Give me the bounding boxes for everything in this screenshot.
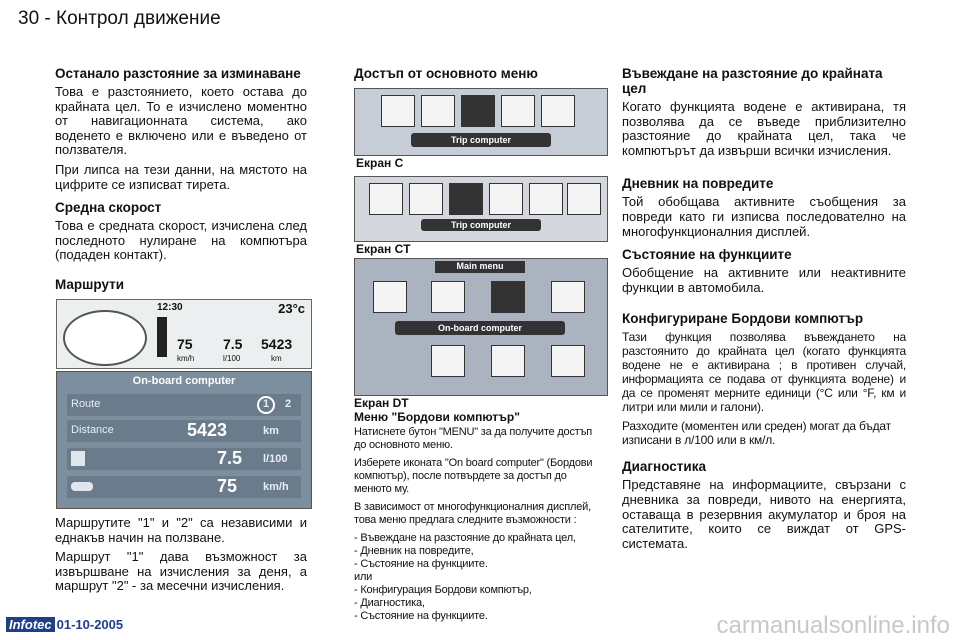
diagnostics-heading: Диагностика xyxy=(622,459,706,475)
dash-consumption-unit: l/100 xyxy=(223,354,241,363)
screen-c-image xyxy=(354,88,608,156)
average-speed-heading: Средна скорост xyxy=(55,200,162,216)
obc-config-text-2: Разходите (моментен или среден) могат да бъдат изписани в л/100 или в км/л. xyxy=(622,419,891,448)
main-menu-label: Main menu xyxy=(435,261,525,273)
fuel-pump-icon xyxy=(449,183,483,215)
phone-icon xyxy=(491,345,525,377)
dash-time: 12:30 xyxy=(157,302,183,313)
dashboard-display xyxy=(56,299,312,369)
list-item: - Състояние на функциите. xyxy=(354,610,488,622)
footer-date: 01-10-2005 xyxy=(56,617,124,632)
column-left xyxy=(55,66,307,296)
equalizer-icon xyxy=(501,95,535,127)
nav-icon xyxy=(381,95,415,127)
remaining-distance-note: При липса на тези данни, на мястото на цифрите се изписват тирета. xyxy=(55,161,307,192)
dash-distance: 5423 xyxy=(261,336,293,352)
fault-log-heading: Дневник на повредите xyxy=(622,176,774,192)
obc-distance-row xyxy=(67,420,301,442)
watermark: carmanualsonline.info xyxy=(716,612,950,639)
routes-text-1: Маршрутите "1" и "2" са независими и еднакъв начин на ползване. xyxy=(55,515,307,545)
equalizer-icon xyxy=(431,345,465,377)
obc-distance-label: Distance xyxy=(71,424,114,436)
footer xyxy=(6,617,123,632)
dash-temp: 23°c xyxy=(278,301,305,316)
remaining-distance-heading: Останало разстояние за изминаване xyxy=(55,66,301,81)
obc-title: On-board computer xyxy=(132,375,236,387)
menu-instr-2: Изберете иконата "On board computer" (Бордови компютър), после потвърдете за достъп до менюто му. xyxy=(354,457,593,495)
screen-dt-image xyxy=(354,258,608,396)
screen-dt-caption: Екран DT xyxy=(354,396,409,410)
routes-text-block xyxy=(55,516,307,599)
routes-heading: Маршрути xyxy=(55,276,125,292)
radio-icon xyxy=(567,183,601,215)
obc-config-text-1: Тази функция позволява въвеждането на разстоянито до крайната цел (когато функцията водене не е активирана ; в противен случай, информацията се подава от функцията водене) и да се променят мерните единици (°C или °F, км и литри или мили и галони). xyxy=(622,330,906,415)
trip-computer-label-ct: Trip computer xyxy=(421,219,541,231)
route-selector-icon xyxy=(157,317,167,357)
infotec-logo: Infotec xyxy=(6,617,55,632)
options-list-1 xyxy=(354,532,606,623)
or-label: или xyxy=(354,571,373,583)
clock-icon xyxy=(63,310,147,366)
computer-icon xyxy=(491,281,525,313)
screen-ct-caption: Екран CT xyxy=(356,242,411,256)
menu-instr-3: В зависимост от многофункционалния дисплей, това меню предлага следните възможности : xyxy=(354,501,591,526)
main-menu-heading: Достъп от основното меню xyxy=(354,66,538,81)
dash-distance-unit: km xyxy=(271,354,282,363)
obc-consumption-unit: l/100 xyxy=(263,453,288,465)
page-title: 30 - Контрол движение xyxy=(18,8,221,29)
average-speed-text: Това е средната скорост, изчислена след последното нулиране на компютъра (подаден контакт). xyxy=(55,218,307,263)
dash-speed: 75 xyxy=(177,336,193,352)
menu-title: Меню "Бордови компютър" xyxy=(354,410,520,424)
obc-route-row xyxy=(67,394,301,416)
equalizer-icon xyxy=(489,183,523,215)
list-item: - Дневник на повредите, xyxy=(354,545,474,557)
settings-icon xyxy=(421,95,455,127)
menu-section xyxy=(354,396,606,623)
list-item: - Конфигурация Бордови компютър, xyxy=(354,584,532,596)
screen-c-caption: Екран C xyxy=(356,156,404,170)
routes-text-2: Маршрут "1" дава възможност за извършване на изчисления за деня, а маршрут "2" - за месечни изчисления. xyxy=(55,549,307,594)
function-status-heading: Състояние на функциите xyxy=(622,247,792,263)
column-right xyxy=(622,66,906,556)
dash-speed-unit: km/h xyxy=(177,354,195,363)
menu-instr-1: Натиснете бутон "MENU" за да получите достъп до основното меню. xyxy=(354,426,593,451)
dash-consumption: 7.5 xyxy=(223,336,243,352)
obc-consumption-row xyxy=(67,448,301,470)
obc-speed-row xyxy=(67,476,301,498)
list-item: - Въвеждане на разстояние до крайната цел, xyxy=(354,532,576,544)
phone-icon xyxy=(551,281,585,313)
settings-icon xyxy=(409,183,443,215)
radio-icon xyxy=(551,345,585,377)
obc-distance-unit: km xyxy=(263,425,279,437)
remaining-distance-text: Това е разстоянието, което остава до крайната цел. То е изчислено моментно от навигационната система, ако воденето е включено или е въведено от ползвателя. xyxy=(55,84,307,158)
onboard-computer-pill: On-board computer xyxy=(395,321,565,335)
phone-icon xyxy=(529,183,563,215)
list-item: - Диагностика, xyxy=(354,597,425,609)
onboard-computer-screen xyxy=(56,371,312,509)
dest-distance-text: Когато функцията водене е активирана, тя позволява да се въведе приблизително разстояние до крайната цел, така че компютърът да извърши всички изчисления. xyxy=(622,99,906,158)
diagnostics-text: Представяне на информациите, свързани с дневника за повреди, нивото на енергията, оставаща в резервния акумулатор и броя на сателитите, които се виждат от GPS-системата. xyxy=(622,477,906,551)
obc-distance-value: 5423 xyxy=(187,420,228,440)
dest-distance-heading: Въвеждане на разстояние до крайната цел xyxy=(622,66,883,96)
trip-computer-label: Trip computer xyxy=(411,133,551,147)
obc-route-label: Route xyxy=(71,398,101,410)
fuel-pump-icon xyxy=(461,95,495,127)
obc-speed-value: 75 xyxy=(217,476,238,496)
obc-route-alt: 2 xyxy=(285,398,292,410)
obc-config-heading: Конфигуриране Бордови компютър xyxy=(622,311,864,327)
obc-speed-unit: km/h xyxy=(263,481,289,493)
screen-ct-image xyxy=(354,176,608,242)
car-icon xyxy=(71,482,93,491)
phone-icon xyxy=(541,95,575,127)
function-status-text: Обобщение на активните или неактивните функции в автомобила. xyxy=(622,265,906,295)
settings-icon xyxy=(431,281,465,313)
obc-consumption-value: 7.5 xyxy=(217,448,243,468)
fuel-pump-icon xyxy=(71,451,85,466)
list-item: - Състояние на функциите. xyxy=(354,558,488,570)
nav-icon xyxy=(369,183,403,215)
obc-route-selected: 1 xyxy=(257,396,275,414)
nav-icon xyxy=(373,281,407,313)
fault-log-text: Той обобщава активните съобщения за повреди като ги изписва последователно на многофункционалния дисплей. xyxy=(622,194,906,239)
